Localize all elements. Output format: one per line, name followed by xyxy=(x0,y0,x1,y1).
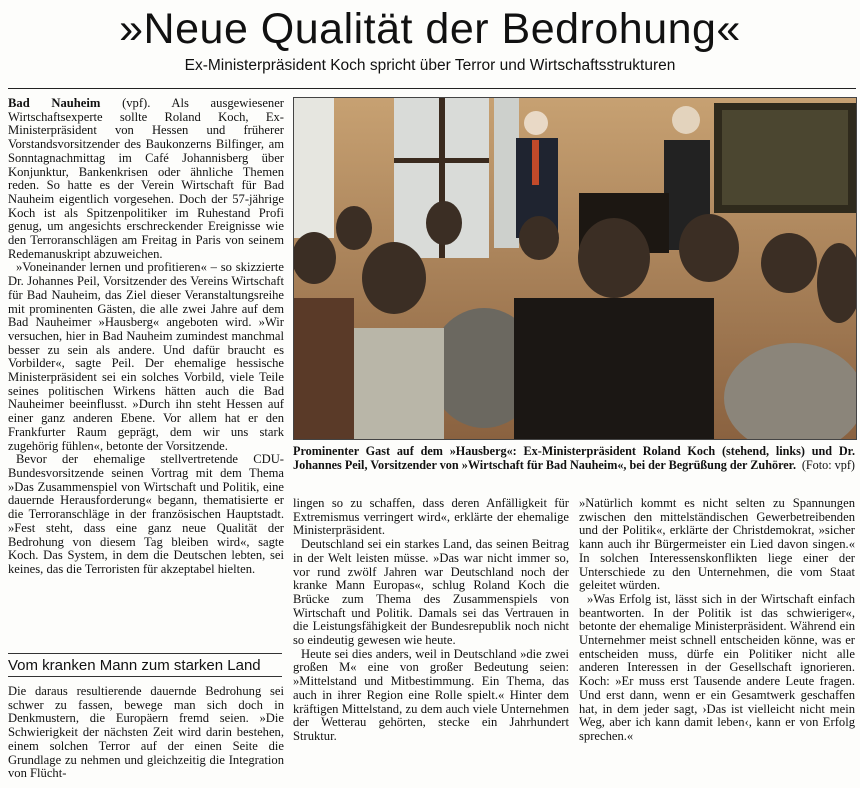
header-rule xyxy=(8,88,856,89)
column-3 xyxy=(579,497,855,785)
lead-text: (vpf). Als ausgewiesener Wirtschaftsexperte sollte Roland Koch, Ex-Ministerpräsident von Hessen und früherer Vorstandsvorsitzender des Baukonzerns Bilfinger, am Sonntagnachmittag im Café Johannisberg über Konjunktur, Bankenkrisen oder ähnliche Themen reden. So hatte es der Verein Wirtschaft für Bad Nauheim eigentlich vorgesehen. Doch der 57-jährige Koch ist als Spitzenpolitiker im Ruhestand Profi genug, um angesichts erschreckender Ereignisse wie den Terroranschlägen am Freitag in Paris von seinem Redemanuskript abzuweichen. xyxy=(8,97,284,261)
article-photo xyxy=(293,97,857,440)
crosshead: Vom kranken Mann zum starken Land xyxy=(8,653,282,677)
dateline: Bad Nauheim xyxy=(8,97,101,110)
subheadline: Ex-Ministerpräsident Koch spricht über Terror und Wirtschaftsstrukturen xyxy=(184,57,676,74)
caption-text: Prominenter Gast auf dem »Hausberg«: Ex-Ministerpräsident Roland Koch (stehend, links) und Dr. Johannes Peil, Vorsitzender von »Wirtschaft für Bad Nauheim«, bei der Begrüßung der Zuhörer. xyxy=(293,444,855,472)
paragraph: »Voneinander lernen und profitieren« – so skizzierte Dr. Johannes Peil, Vorsitzender des Vereins Wirtschaft für Bad Nauheim, das Ziel dieser Veranstaltungsreihe mit prominenten Gästen, die alle zwei Jahre auf dem Bad Nauheimer »Hausberg« angeboten wird. »Wir versuchen, hier in Bad Nauheim zumindest manchmal besser zu sein als andere. Und dafür braucht es Vorbilder«, sagte Peil. Der ehemalige hessische Ministerpräsident sei ein solches Vorbild, viele Teile seines politischen Wirkens hätten auch die Bad Nauheimer beeinflusst. »Durch ihn steht Hessen auf einer ganz anderen Ebene. Vor allem hat er den Frankfurter Raum geprägt, dem wir uns stark zugehörig fühlen«, betonte der Vorsitzende. xyxy=(8,260,284,453)
paragraph: Die daraus resultierende dauernde Bedrohung sei schwer zu fassen, bewege man sich doch in Denkmustern, die Europäern fremd seien. »Die Schwierigkeit der nächsten Zeit wird darin bestehen, einem solchen Terror auf der einen Seite die Grundlage zu nehmen und gleichzeitig die Integration von Flücht- xyxy=(8,685,284,781)
column-1-lower xyxy=(8,685,284,785)
headline: »Neue Qualität der Bedrohung« xyxy=(119,5,741,53)
lead-paragraph xyxy=(8,97,284,261)
paragraph: Deutschland sei ein starkes Land, das seinen Beitrag in der Welt leisten müsse. »Das war nicht immer so, vor rund zwölf Jahren war Deutschland noch der kranke Mann Europas«, schlug Roland Koch die Brücke zum Thema des Zusammenspiels von Wirtschaft und Politik. Damals sei das Vertrauen in die Leistungsfähigkeit der Bundesrepublik noch nicht so eindeutig gewesen wie heute. xyxy=(293,537,569,648)
paragraph: »Natürlich kommt es nicht selten zu Spannungen zwischen den mittelständischen Gewerbetreibenden und der Politik«, erklärte der Christdemokrat, »sicher kann auch ihr Bürgermeister ein Lied davon singen.« In solchen Interessenskonflikten liege einer der Unterschiede zu den Unternehmen, die vom Staat geleitet würden. xyxy=(579,497,855,593)
photo-credit: (Foto: vpf) xyxy=(801,458,855,472)
column-1-upper xyxy=(8,97,284,653)
photo-caption xyxy=(293,444,855,472)
column-2 xyxy=(293,497,569,785)
paragraph: Heute sei dies anders, weil in Deutschland »die zwei großen M« eine von großer Bedeutung seien: »Mittelstand und Mitbestimmung. Ein Thema, das auch in ihrer Region eine Rolle spielt.« Hinter dem kräftigen Mittelstand, zu dem auch viele Unternehmen der Wetterau gehörten, stecke ein Jahrhundert Struktur. xyxy=(293,646,569,743)
paragraph: Bevor der ehemalige stellvertretende CDU-Bundesvorsitzende seinen Vortrag mit dem Thema »Das Zusammenspiel von Wirtschaft und Politik, eine dauernde Herausforderung« begann, thematisierte er die Terroranschläge in der französischen Hauptstadt. »Fest steht, dass eine ganz neue Qualität der Bedrohung von diesem Tag bleiben wird«, sagte Koch. Das System, in dem die Deutschen lebten, sei keines, das die Terroristen für akzeptabel hielten. xyxy=(8,452,284,576)
paragraph: »Was Erfolg ist, lässt sich in der Wirtschaft einfach beantworten. In der Politik ist das schwieriger«, betonte der ehemalige Ministerpräsident. Während ein Unternehmer meist schnell entscheiden könne, was er entscheiden muss, dürfe ein Politiker nicht alle anderen Interessen in der Gesellschaft ignorieren. Koch: »Er muss erst Tausende andere Leute fragen. Und erst dann, wenn er ein Gesamtwerk geschaffen hat, in dem jeder sagt, ›Das ist vielleicht nicht mein Weg, aber ich kann damit leben‹, kann er von Erfolg sprechen.« xyxy=(579,591,855,743)
audience-scene-illustration xyxy=(294,98,856,439)
paragraph: lingen so zu schaffen, dass deren Anfälligkeit für Extremismus verringert wird«, erklärte der ehemalige Ministerpräsident. xyxy=(293,497,569,538)
